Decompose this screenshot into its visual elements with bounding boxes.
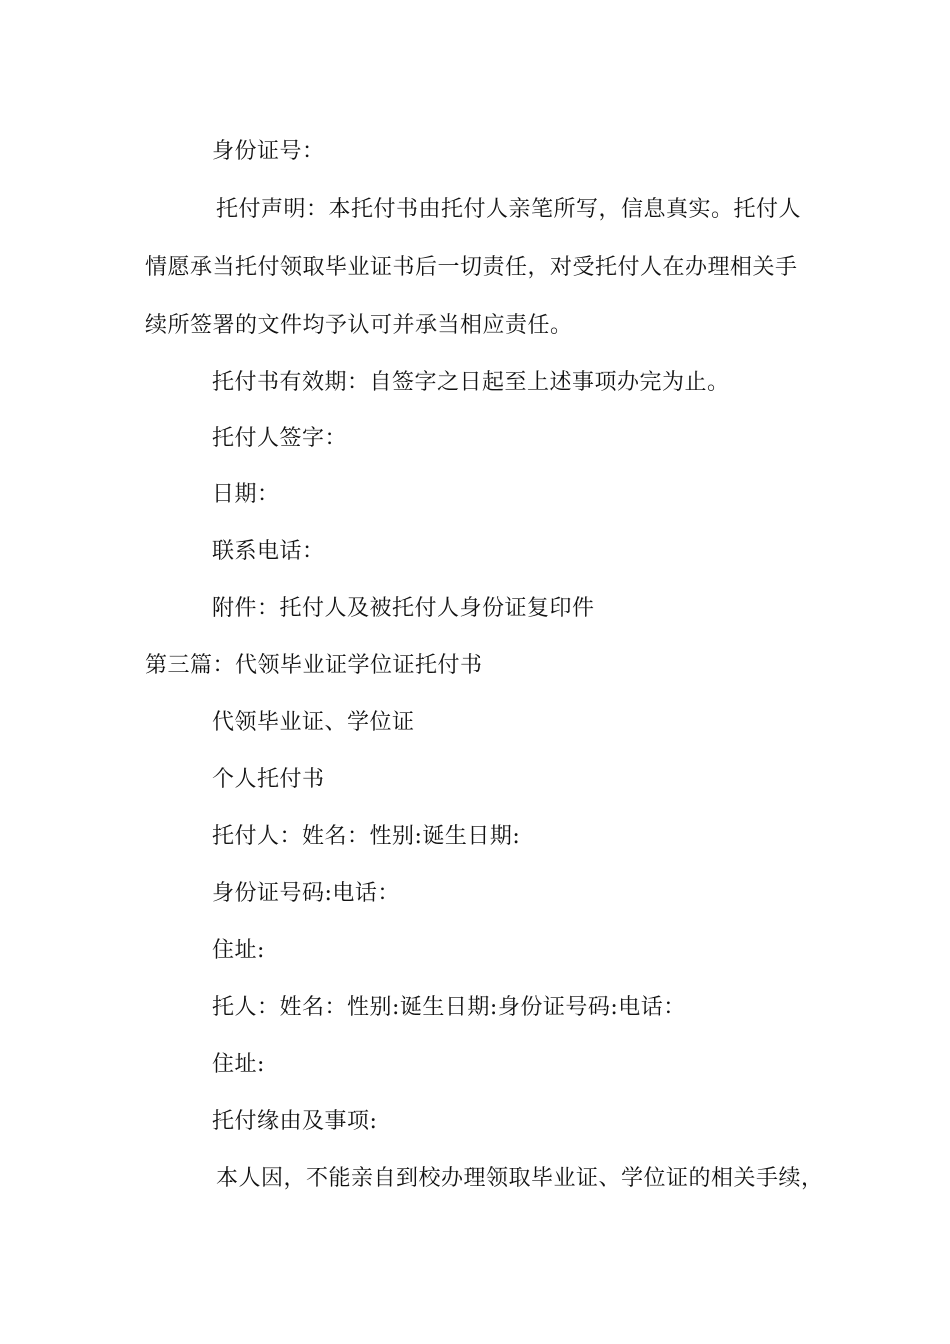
declaration-line-2: 情愿承当托付领取毕业证书后一切责任，对受托付人在办理相关手: [145, 255, 798, 280]
agent-address: 住址:: [212, 1052, 265, 1077]
declaration-line-3: 续所签署的文件均予认可并承当相应责任。: [145, 313, 573, 338]
reason-text: 本人因，不能亲自到校办理领取毕业证、学位证的相关手续，: [216, 1166, 824, 1191]
id-number-label: 身份证号：: [212, 139, 325, 164]
declaration-line-1: 托付声明：本托付书由托付人亲笔所写，信息真实。托付人: [216, 197, 802, 222]
subtitle-line-2: 个人托付书: [212, 767, 325, 792]
subtitle-line-1: 代领毕业证、学位证: [212, 710, 415, 735]
signature-label: 托付人签字：: [212, 426, 348, 451]
date-label: 日期：: [212, 482, 280, 507]
principal-info: 托付人：姓名：性别:诞生日期:: [212, 824, 521, 849]
reason-label: 托付缘由及事项:: [212, 1109, 378, 1134]
attachment-note: 附件：托付人及被托付人身份证复印件: [212, 596, 595, 621]
principal-address: 住址:: [212, 938, 265, 963]
phone-label: 联系电话：: [212, 539, 325, 564]
validity-period: 托付书有效期：自签字之日起至上述事项办完为止。: [212, 370, 730, 395]
agent-info: 托人：姓名：性别:诞生日期:身份证号码:电话：: [212, 995, 686, 1020]
section-heading: 第三篇：代领毕业证学位证托付书: [145, 653, 483, 678]
principal-id-phone: 身份证号码:电话：: [212, 881, 400, 906]
